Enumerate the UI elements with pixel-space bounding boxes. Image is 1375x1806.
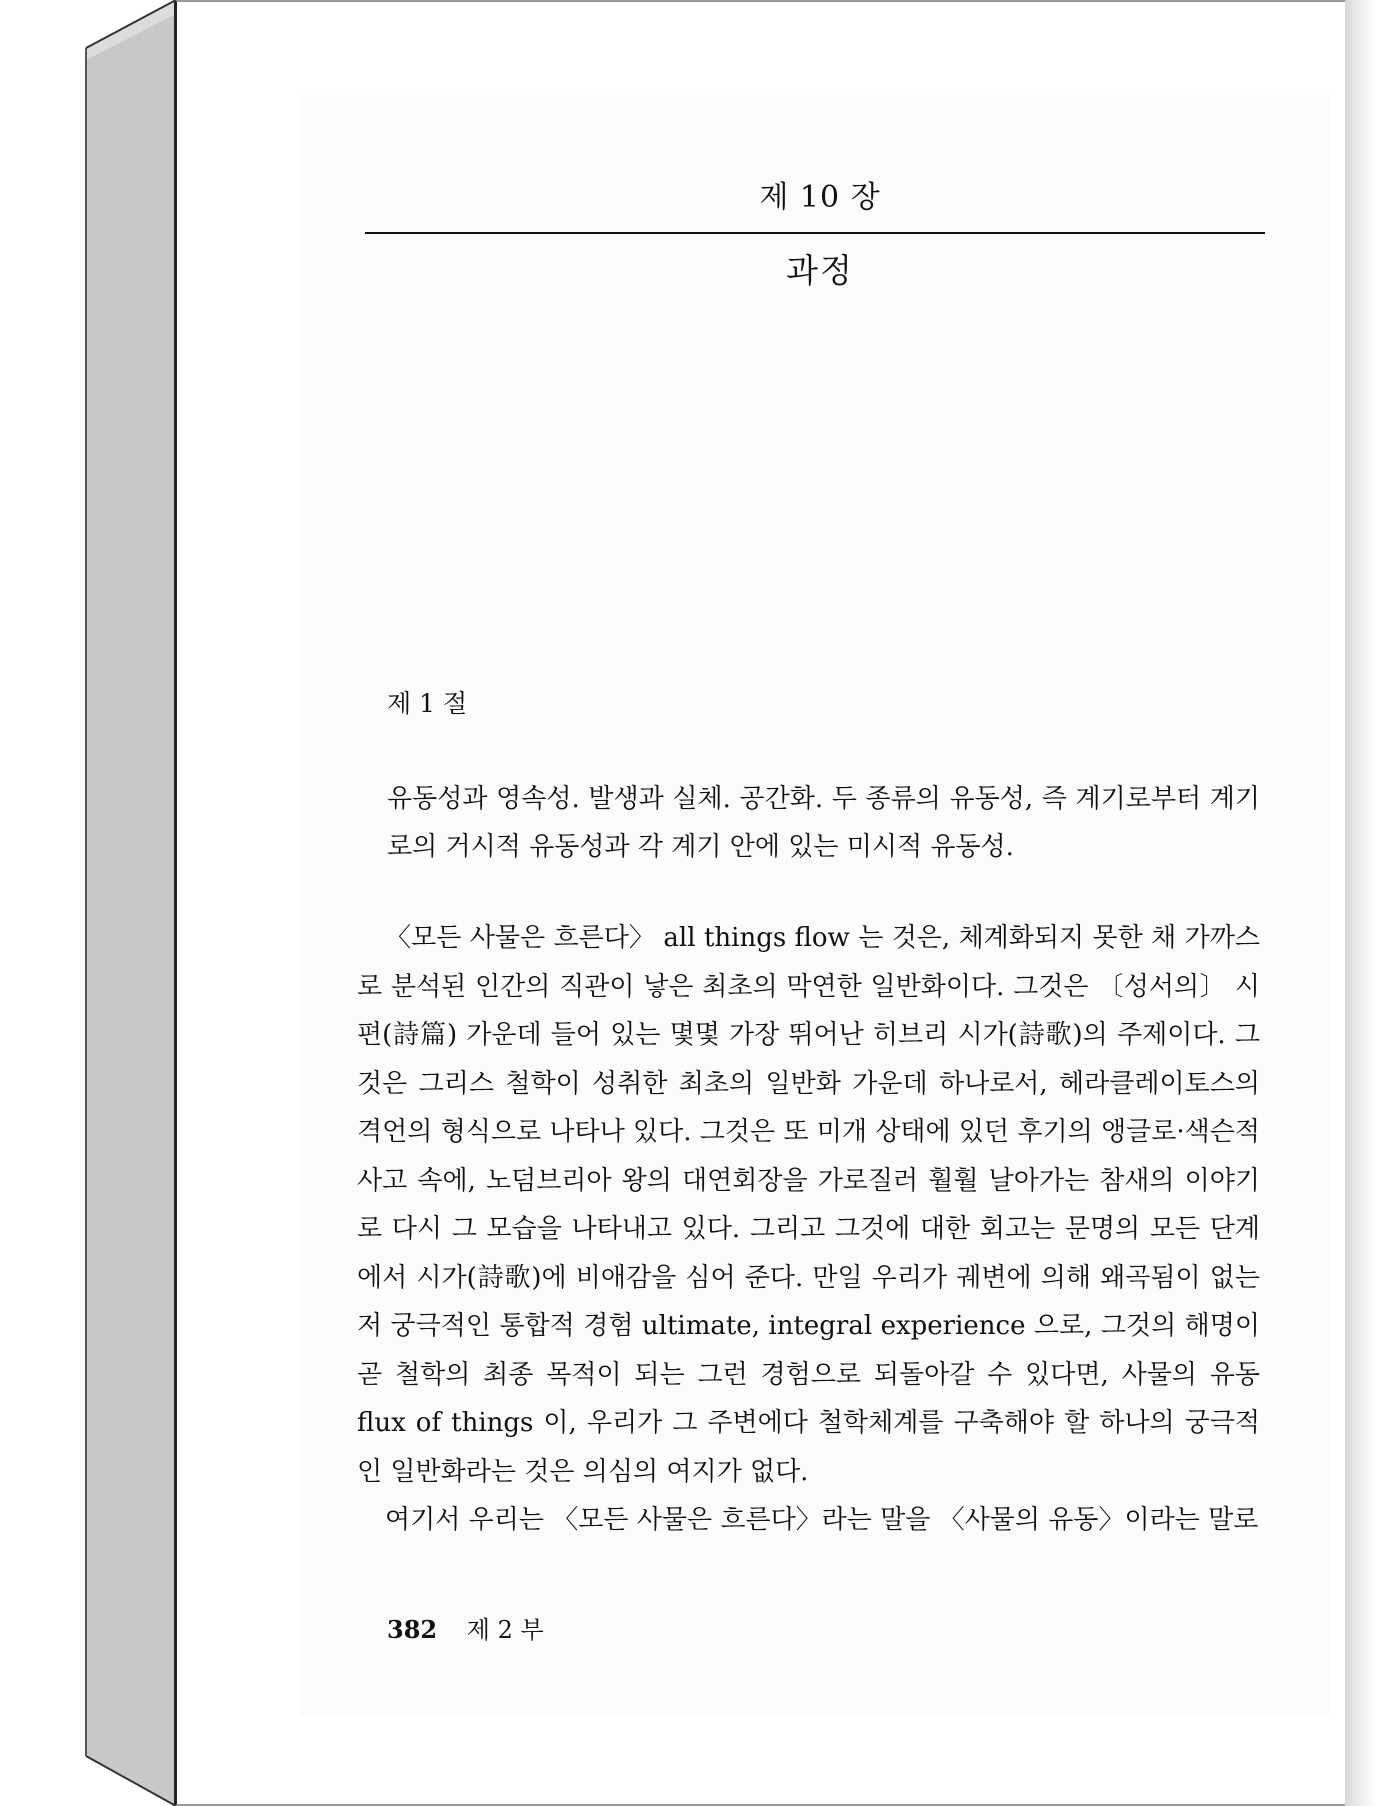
page-number: 382	[387, 1615, 438, 1644]
chapter-divider	[365, 232, 1265, 234]
section-summary: 유동성과 영속성. 발생과 실체. 공간화. 두 종류의 유동성, 즉 계기로부터 계기로의 거시적 유동성과 각 계기 안에 있는 미시적 유동성.	[387, 784, 1260, 862]
section-label: 제 1 절	[387, 689, 468, 718]
paragraph: 〈모든 사물은 흐른다〉 all things flow 는 것은, 체계화되지 못한 채 가까스로 분석된 인간의 직관이 낳은 최초의 막연한 일반화이다. 그것은 〔성서의〕 시편(詩篇) 가운데 들어 있는 몇몇 가장 뛰어난 히브리 시가(詩歌)의 주제이다. 그것은 그리스 철학이 성취한 최초의 일반화 가운데 하나로서, 헤라클레이토스의 격언의 형식으로 나타나 있다. 그것은 또 미개 상태에 있던 후기의 앵글로·색슨적 사고 속에, 노덤브리아 왕의 대연회장을 가로질러 훨훨 날아가는 참새의 이야기로 다시 그 모습을 나타내고 있다. 그리고 그것에 대한 회고는 문명의 모든 단계에서 시가(詩歌)에 비애감을 심어 준다. 만일 우리가 궤변에 의해 왜곡됨이 없는 저 궁극적인 통합적 경험 ultimate, integral experience 으로, 그것의 해명이 곧 철학의 최종 목적이 되는 그런 경험으로 되돌아갈 수 있다면, 사물의 유동 flux of things 이, 우리가 그 주변에다 철학체계를 구축해야 할 하나의 궁극적인 일반화라는 것은 의심의 여지가 없다.	[357, 923, 1260, 1487]
part-label: 제 2 부	[466, 1616, 544, 1644]
chapter-number: 제 10 장	[759, 180, 881, 215]
body-text	[357, 914, 1260, 1545]
chapter-title: 과정	[786, 251, 854, 290]
book-spine	[0, 0, 176, 1806]
page-footer	[387, 1610, 544, 1645]
paragraph: 여기서 우리는 〈모든 사물은 흐른다〉라는 말을 〈사물의 유동〉이라는 말로	[385, 1505, 1259, 1535]
page-edge-shadow	[1345, 0, 1375, 1806]
